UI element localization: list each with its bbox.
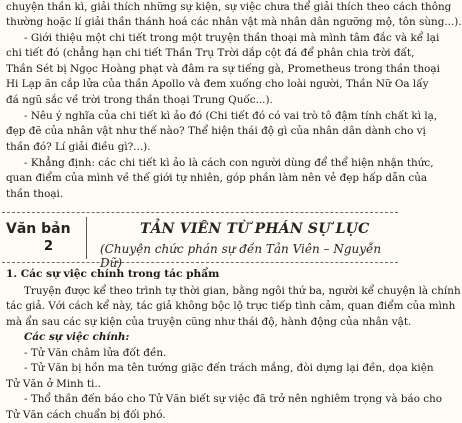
paragraph-conclusion <box>6 156 434 202</box>
text-line: chi tiết đó (chẳng hạn chi tiết Thần Trụ Trời dắp cột đá để phân chia trời đất, <box>6 47 415 60</box>
text-line: Hi Lạp ăn cắp lửa của thần Apollo và đem xuống cho loài người, Thần Nữ Oa lấy <box>6 78 429 91</box>
event-list <box>6 346 443 423</box>
text-line: mà ẩn sau các sự kiện của truyện cũng như thái độ, hành động của nhân vật. <box>6 315 412 328</box>
text-line: - Khẳng định: các chi tiết kì ảo là cách con người dùng để thể hiện nhận thức, <box>24 157 434 169</box>
top-divider <box>2 212 398 213</box>
text-line: chuyện thần kì, giải thích những sự kiện, sự việc chưa thể giải thích theo cách thông <box>6 1 452 13</box>
event-item-cont: Tử Văn cách chuẩn bị đối phó. <box>6 408 166 421</box>
text-line: Thần Sét bị Ngọc Hoàng phạt và đâm ra sự tiếng gà, Prometheus trong thần thoại <box>6 62 440 75</box>
text-subtitle: (Chuyện chức phán sự đền Tản Viên – Nguyễn Dữ) <box>100 242 382 270</box>
text-line: Truyện được kể theo trình tự thời gian, bằng ngôi thứ ba, người kể chuyện là chính <box>24 285 461 297</box>
events-label: Các sự việc chính: <box>24 331 130 343</box>
text-line: thường hoặc lí giải thần thánh hoá các nhân vật mà nhân dân ngưỡng mộ, tôn sùng...). <box>6 16 462 29</box>
text-line: đẹp đẽ của nhân vật như thế nào? Thể hiện thái độ gì của nhân dân dành cho vị <box>6 125 426 138</box>
text-line: - Giới thiệu một chi tiết trong một truyện thần thoại mà mình tâm đắc và kể lại <box>24 32 440 44</box>
text-line: đá ngũ sắc về trời trong thần thoại Trung Quốc...). <box>6 93 273 106</box>
text-line: thần đó? Lí giải điều gì?...). <box>6 140 151 153</box>
event-item-cont: Tử Văn ở Minh ti.. <box>6 377 101 390</box>
text-title: TẢN VIÊN TỪ PHÁN SỰ LỤC <box>140 221 370 237</box>
paragraph-detail <box>6 31 440 108</box>
text-line: - Nêu ý nghĩa của chi tiết kì ảo đó (Chi tiết đó có vai trò tô đậm tính chất kì lạ, <box>24 110 438 122</box>
vertical-divider <box>86 217 87 259</box>
event-item: - Tử Văn châm lửa đốt đền. <box>24 347 167 359</box>
section-intro <box>6 284 461 330</box>
text-line: tác giả. Với cách kể này, tác giả không bộc lộ trực tiếp tình cảm, quan điểm của mình <box>6 300 456 313</box>
event-item: - Tử Văn bị hồn ma tên tướng giặc đến trách mắng, đòi dựng lại đền, dọa kiện <box>24 362 434 375</box>
text-line: quan điểm của mình về thế giới tự nhiên, góp phần làm nên vẻ đẹp hấp dẫn của <box>6 172 428 185</box>
van-ban-number: 2 <box>44 239 54 254</box>
text-line: thần thoại. <box>6 187 64 200</box>
header-underline <box>2 262 398 263</box>
paragraph-intro-continuation <box>6 0 462 31</box>
events-label-line <box>6 330 394 345</box>
event-item: - Thổ thần đến báo cho Tử Văn biết sự việc đã trở nên nghiêm trọng và báo cho <box>24 393 443 406</box>
van-ban-label: Văn bản <box>6 221 71 237</box>
section-heading: 1. Các sự việc chính trong tác phẩm <box>6 268 220 280</box>
paragraph-meaning <box>6 109 438 155</box>
